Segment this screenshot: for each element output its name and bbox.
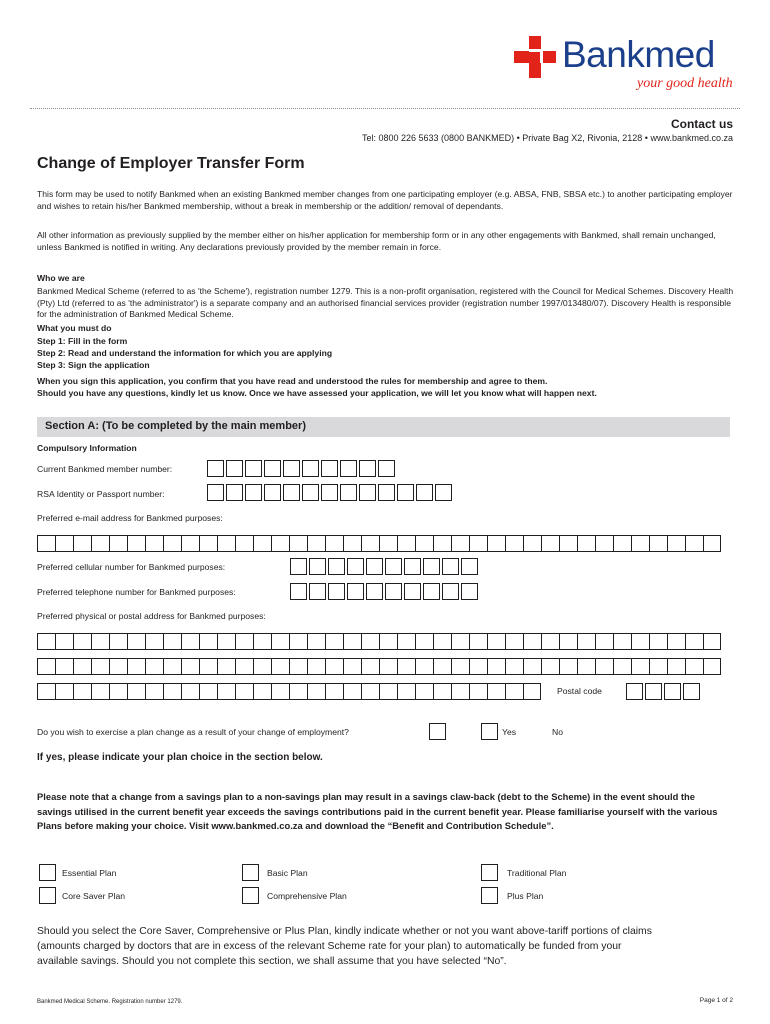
address-line-3-input[interactable] bbox=[37, 683, 541, 700]
char-box[interactable] bbox=[649, 658, 667, 675]
char-box[interactable] bbox=[541, 535, 559, 552]
char-box[interactable] bbox=[55, 658, 73, 675]
char-box[interactable] bbox=[307, 633, 325, 650]
char-box[interactable] bbox=[559, 535, 577, 552]
char-box[interactable] bbox=[385, 583, 402, 600]
id-number-input[interactable] bbox=[207, 484, 454, 501]
char-box[interactable] bbox=[385, 558, 402, 575]
char-box[interactable] bbox=[253, 683, 271, 700]
char-box[interactable] bbox=[595, 535, 613, 552]
char-box[interactable] bbox=[271, 633, 289, 650]
char-box[interactable] bbox=[559, 633, 577, 650]
char-box[interactable] bbox=[595, 658, 613, 675]
who-text: Bankmed Medical Scheme (referred to as 'the Scheme'), registration number 1279. This is a non-profit organisation, registered with the Council for Medical Schemes. Discovery Health (Pty) Ltd (referred to as 'the administrator') is a separate company and an authorised financial services provider (registration number 1997/013480/07). Discovery Health is responsible for the administration of Bankmed Medical Scheme. bbox=[37, 286, 734, 320]
email-label: Preferred e-mail address for Bankmed purposes: bbox=[37, 513, 223, 523]
char-box[interactable] bbox=[415, 535, 433, 552]
char-box[interactable] bbox=[435, 484, 452, 501]
traditional-plan-label: Traditional Plan bbox=[507, 868, 567, 878]
char-box[interactable] bbox=[577, 535, 595, 552]
char-box[interactable] bbox=[361, 535, 379, 552]
char-box[interactable] bbox=[416, 484, 433, 501]
contact-details: Tel: 0800 226 5633 (0800 BANKMED) • Private Bag X2, Rivonia, 2128 • www.bankmed.co.za bbox=[361, 133, 733, 143]
char-box[interactable] bbox=[397, 658, 415, 675]
char-box[interactable] bbox=[91, 535, 109, 552]
char-box[interactable] bbox=[469, 683, 487, 700]
char-box[interactable] bbox=[595, 633, 613, 650]
char-box[interactable] bbox=[397, 633, 415, 650]
char-box[interactable] bbox=[379, 658, 397, 675]
char-box[interactable] bbox=[264, 484, 281, 501]
char-box[interactable] bbox=[442, 583, 459, 600]
char-box[interactable] bbox=[523, 535, 541, 552]
char-box[interactable] bbox=[577, 658, 595, 675]
char-box[interactable] bbox=[199, 658, 217, 675]
char-box[interactable] bbox=[55, 633, 73, 650]
char-box[interactable] bbox=[235, 658, 253, 675]
char-box[interactable] bbox=[451, 633, 469, 650]
char-box[interactable] bbox=[55, 535, 73, 552]
essential-plan-label: Essential Plan bbox=[62, 868, 117, 878]
char-box[interactable] bbox=[378, 484, 395, 501]
char-box[interactable] bbox=[235, 535, 253, 552]
char-box[interactable] bbox=[559, 658, 577, 675]
char-box[interactable] bbox=[127, 535, 145, 552]
email-input[interactable] bbox=[37, 535, 721, 552]
char-box[interactable] bbox=[667, 535, 685, 552]
section-a-header bbox=[37, 417, 730, 437]
char-box[interactable] bbox=[271, 535, 289, 552]
char-box[interactable] bbox=[347, 583, 364, 600]
char-box[interactable] bbox=[487, 633, 505, 650]
char-box[interactable] bbox=[397, 535, 415, 552]
char-box[interactable] bbox=[415, 683, 433, 700]
char-box[interactable] bbox=[145, 535, 163, 552]
plus-plan-label: Plus Plan bbox=[507, 891, 544, 901]
cell-number-input[interactable] bbox=[290, 558, 480, 575]
char-box[interactable] bbox=[683, 683, 700, 700]
form-title: Change of Employer Transfer Form bbox=[37, 155, 305, 172]
char-box[interactable] bbox=[109, 535, 127, 552]
char-box[interactable] bbox=[91, 683, 109, 700]
char-box[interactable] bbox=[307, 658, 325, 675]
char-box[interactable] bbox=[451, 683, 469, 700]
core-saver-plan-checkbox[interactable] bbox=[39, 887, 56, 904]
char-box[interactable] bbox=[379, 683, 397, 700]
char-box[interactable] bbox=[631, 658, 649, 675]
char-box[interactable] bbox=[423, 583, 440, 600]
char-box[interactable] bbox=[217, 535, 235, 552]
char-box[interactable] bbox=[523, 658, 541, 675]
char-box[interactable] bbox=[289, 658, 307, 675]
char-box[interactable] bbox=[235, 683, 253, 700]
step-2: Step 2: Read and understand the information for which you are applying bbox=[37, 348, 333, 358]
footer-page-number: Page 1 of 2 bbox=[699, 997, 733, 1004]
confirm-line-2: Should you have any questions, kindly let us know. Once we have assessed your application, we will let you know what will happen next. bbox=[37, 388, 597, 398]
char-box[interactable] bbox=[645, 683, 662, 700]
char-box[interactable] bbox=[109, 633, 127, 650]
brand-name: Bankmed bbox=[562, 34, 715, 75]
char-box[interactable] bbox=[163, 633, 181, 650]
char-box[interactable] bbox=[325, 633, 343, 650]
char-box[interactable] bbox=[302, 484, 319, 501]
char-box[interactable] bbox=[163, 658, 181, 675]
intro-paragraph-2: All other information as previously supplied by the member either on his/her application for membership form or in any other engagements with Bankmed, shall remain unchanged, unless Bankmed is notified in writing. Any declarations previously provided by the member remain in force. bbox=[37, 230, 716, 252]
char-box[interactable] bbox=[404, 583, 421, 600]
char-box[interactable] bbox=[163, 535, 181, 552]
char-box[interactable] bbox=[264, 460, 281, 477]
char-box[interactable] bbox=[226, 460, 243, 477]
intro-paragraph-1: This form may be used to notify Bankmed when an existing Bankmed member changes from one participating employer (e.g. ABSA, FNB, SBSA etc.) to another participating employer and wishes to retain his/her Bankmed membership, without a break in membership or the addition/ removal of dependants. bbox=[37, 189, 733, 211]
char-box[interactable] bbox=[235, 633, 253, 650]
char-box[interactable] bbox=[423, 558, 440, 575]
char-box[interactable] bbox=[347, 558, 364, 575]
if-yes-instruction: If yes, please indicate your plan choice in the section below. bbox=[37, 752, 323, 763]
char-box[interactable] bbox=[289, 633, 307, 650]
char-box[interactable] bbox=[487, 658, 505, 675]
char-box[interactable] bbox=[397, 683, 415, 700]
char-box[interactable] bbox=[703, 535, 721, 552]
char-box[interactable] bbox=[73, 658, 91, 675]
char-box[interactable] bbox=[631, 633, 649, 650]
char-box[interactable] bbox=[145, 658, 163, 675]
char-box[interactable] bbox=[253, 535, 271, 552]
char-box[interactable] bbox=[245, 484, 262, 501]
char-box[interactable] bbox=[181, 683, 199, 700]
char-box[interactable] bbox=[378, 460, 395, 477]
member-number-label: Current Bankmed member number: bbox=[37, 464, 173, 474]
char-box[interactable] bbox=[207, 460, 224, 477]
step-1: Step 1: Fill in the form bbox=[37, 336, 128, 346]
brand-tagline: your good health bbox=[637, 76, 733, 91]
char-box[interactable] bbox=[321, 484, 338, 501]
char-box[interactable] bbox=[487, 683, 505, 700]
cell-label: Preferred cellular number for Bankmed purposes: bbox=[37, 562, 226, 572]
char-box[interactable] bbox=[37, 683, 55, 700]
char-box[interactable] bbox=[226, 484, 243, 501]
char-box[interactable] bbox=[73, 633, 91, 650]
char-box[interactable] bbox=[325, 535, 343, 552]
char-box[interactable] bbox=[397, 484, 414, 501]
char-box[interactable] bbox=[283, 484, 300, 501]
savings-note: Please note that a change from a savings plan to a non-savings plan may result in a savings claw-back (debt to the Scheme) in the event should the savings utilised in the current benefit year exceeds the savings contributions paid in the current benefit year. Please familiarise yourself with the various Plans before making your choice. Visit www.bankmed.co.za and download the “Benefit and Contribution Schedule”. bbox=[37, 791, 718, 832]
char-box[interactable] bbox=[667, 658, 685, 675]
confirm-line-1: When you sign this application, you confirm that you have read and understood the rules for membership and agree to them. bbox=[37, 376, 548, 386]
char-box[interactable] bbox=[487, 535, 505, 552]
char-box[interactable] bbox=[290, 558, 307, 575]
char-box[interactable] bbox=[271, 658, 289, 675]
char-box[interactable] bbox=[199, 633, 217, 650]
dotted-divider bbox=[30, 108, 740, 109]
char-box[interactable] bbox=[461, 583, 478, 600]
char-box[interactable] bbox=[55, 683, 73, 700]
char-box[interactable] bbox=[667, 633, 685, 650]
char-box[interactable] bbox=[404, 558, 421, 575]
char-box[interactable] bbox=[307, 683, 325, 700]
char-box[interactable] bbox=[361, 683, 379, 700]
address-line-2-input[interactable] bbox=[37, 658, 721, 675]
no-label: No bbox=[552, 727, 563, 737]
char-box[interactable] bbox=[199, 535, 217, 552]
char-box[interactable] bbox=[37, 535, 55, 552]
char-box[interactable] bbox=[283, 460, 300, 477]
char-box[interactable] bbox=[127, 633, 145, 650]
char-box[interactable] bbox=[433, 658, 451, 675]
plan-change-question: Do you wish to exercise a plan change as a result of your change of employment? bbox=[37, 727, 349, 737]
basic-plan-checkbox[interactable] bbox=[242, 864, 259, 881]
char-box[interactable] bbox=[366, 583, 383, 600]
char-box[interactable] bbox=[207, 484, 224, 501]
char-box[interactable] bbox=[325, 683, 343, 700]
char-box[interactable] bbox=[613, 535, 631, 552]
char-box[interactable] bbox=[309, 558, 326, 575]
char-box[interactable] bbox=[613, 658, 631, 675]
char-box[interactable] bbox=[289, 535, 307, 552]
char-box[interactable] bbox=[37, 633, 55, 650]
char-box[interactable] bbox=[217, 658, 235, 675]
char-box[interactable] bbox=[359, 484, 376, 501]
char-box[interactable] bbox=[469, 535, 487, 552]
char-box[interactable] bbox=[245, 460, 262, 477]
char-box[interactable] bbox=[379, 633, 397, 650]
char-box[interactable] bbox=[309, 583, 326, 600]
char-box[interactable] bbox=[631, 535, 649, 552]
char-box[interactable] bbox=[685, 633, 703, 650]
plan-change-yes-checkbox[interactable] bbox=[429, 723, 446, 740]
char-box[interactable] bbox=[433, 683, 451, 700]
id-number-label: RSA Identity or Passport number: bbox=[37, 489, 165, 499]
char-box[interactable] bbox=[505, 535, 523, 552]
char-box[interactable] bbox=[343, 683, 361, 700]
char-box[interactable] bbox=[181, 535, 199, 552]
char-box[interactable] bbox=[181, 633, 199, 650]
char-box[interactable] bbox=[541, 633, 559, 650]
char-box[interactable] bbox=[664, 683, 681, 700]
step-3: Step 3: Sign the application bbox=[37, 360, 150, 370]
char-box[interactable] bbox=[379, 535, 397, 552]
char-box[interactable] bbox=[328, 558, 345, 575]
char-box[interactable] bbox=[343, 535, 361, 552]
char-box[interactable] bbox=[685, 535, 703, 552]
address-line-1-input[interactable] bbox=[37, 633, 721, 650]
tel-label: Preferred telephone number for Bankmed purposes: bbox=[37, 587, 236, 597]
char-box[interactable] bbox=[325, 658, 343, 675]
char-box[interactable] bbox=[613, 633, 631, 650]
char-box[interactable] bbox=[366, 558, 383, 575]
char-box[interactable] bbox=[523, 683, 541, 700]
char-box[interactable] bbox=[433, 535, 451, 552]
char-box[interactable] bbox=[469, 658, 487, 675]
bankmed-cross-logo-icon bbox=[514, 36, 556, 78]
char-box[interactable] bbox=[109, 658, 127, 675]
savings-funding-paragraph: Should you select the Core Saver, Comprehensive or Plus Plan, kindly indicate whether or not you want above-tariff portions of claims (amounts charged by doctors that are in excess of the relevant Scheme rate for your plan) to automatically be funded from your available savings. Should you not complete this section, we shall assume that you have selected “No”. bbox=[37, 926, 652, 967]
char-box[interactable] bbox=[127, 683, 145, 700]
char-box[interactable] bbox=[340, 460, 357, 477]
traditional-plan-checkbox[interactable] bbox=[481, 864, 498, 881]
char-box[interactable] bbox=[433, 633, 451, 650]
footer-registration: Bankmed Medical Scheme. Registration number 1279. bbox=[37, 999, 183, 1005]
char-box[interactable] bbox=[163, 683, 181, 700]
plus-plan-checkbox[interactable] bbox=[481, 887, 498, 904]
char-box[interactable] bbox=[649, 633, 667, 650]
essential-plan-checkbox[interactable] bbox=[39, 864, 56, 881]
comprehensive-plan-checkbox[interactable] bbox=[242, 887, 259, 904]
char-box[interactable] bbox=[73, 683, 91, 700]
char-box[interactable] bbox=[451, 658, 469, 675]
char-box[interactable] bbox=[415, 633, 433, 650]
char-box[interactable] bbox=[253, 633, 271, 650]
char-box[interactable] bbox=[271, 683, 289, 700]
char-box[interactable] bbox=[343, 633, 361, 650]
member-number-input[interactable] bbox=[207, 460, 397, 477]
address-label: Preferred physical or postal address for Bankmed purposes: bbox=[37, 611, 266, 621]
section-a-title: Section A: (To be completed by the main member) bbox=[45, 420, 306, 432]
char-box[interactable] bbox=[91, 658, 109, 675]
char-box[interactable] bbox=[461, 558, 478, 575]
postal-code-input[interactable] bbox=[626, 683, 702, 700]
char-box[interactable] bbox=[181, 658, 199, 675]
char-box[interactable] bbox=[321, 460, 338, 477]
char-box[interactable] bbox=[577, 633, 595, 650]
core-saver-plan-label: Core Saver Plan bbox=[62, 891, 126, 901]
char-box[interactable] bbox=[359, 460, 376, 477]
char-box[interactable] bbox=[703, 633, 721, 650]
char-box[interactable] bbox=[127, 658, 145, 675]
char-box[interactable] bbox=[290, 583, 307, 600]
char-box[interactable] bbox=[73, 535, 91, 552]
char-box[interactable] bbox=[343, 658, 361, 675]
char-box[interactable] bbox=[145, 683, 163, 700]
compulsory-label: Compulsory Information bbox=[37, 443, 137, 453]
char-box[interactable] bbox=[505, 633, 523, 650]
char-box[interactable] bbox=[340, 484, 357, 501]
char-box[interactable] bbox=[442, 558, 459, 575]
must-do-heading: What you must do bbox=[37, 323, 112, 333]
char-box[interactable] bbox=[289, 683, 307, 700]
char-box[interactable] bbox=[469, 633, 487, 650]
char-box[interactable] bbox=[626, 683, 643, 700]
char-box[interactable] bbox=[328, 583, 345, 600]
char-box[interactable] bbox=[415, 658, 433, 675]
char-box[interactable] bbox=[109, 683, 127, 700]
char-box[interactable] bbox=[307, 535, 325, 552]
char-box[interactable] bbox=[91, 633, 109, 650]
char-box[interactable] bbox=[703, 658, 721, 675]
comprehensive-plan-label: Comprehensive Plan bbox=[267, 891, 347, 901]
contact-title: Contact us bbox=[670, 117, 733, 131]
char-box[interactable] bbox=[541, 658, 559, 675]
basic-plan-label: Basic Plan bbox=[267, 868, 308, 878]
char-box[interactable] bbox=[199, 683, 217, 700]
char-box[interactable] bbox=[37, 658, 55, 675]
char-box[interactable] bbox=[302, 460, 319, 477]
who-heading: Who we are bbox=[37, 273, 85, 283]
char-box[interactable] bbox=[685, 658, 703, 675]
char-box[interactable] bbox=[523, 633, 541, 650]
char-box[interactable] bbox=[145, 633, 163, 650]
postal-code-label: Postal code bbox=[557, 686, 602, 696]
char-box[interactable] bbox=[361, 633, 379, 650]
char-box[interactable] bbox=[217, 683, 235, 700]
char-box[interactable] bbox=[505, 683, 523, 700]
char-box[interactable] bbox=[649, 535, 667, 552]
char-box[interactable] bbox=[217, 633, 235, 650]
char-box[interactable] bbox=[451, 535, 469, 552]
char-box[interactable] bbox=[505, 658, 523, 675]
yes-label: Yes bbox=[502, 727, 517, 737]
char-box[interactable] bbox=[361, 658, 379, 675]
char-box[interactable] bbox=[253, 658, 271, 675]
plan-change-no-checkbox[interactable] bbox=[481, 723, 498, 740]
tel-number-input[interactable] bbox=[290, 583, 480, 600]
